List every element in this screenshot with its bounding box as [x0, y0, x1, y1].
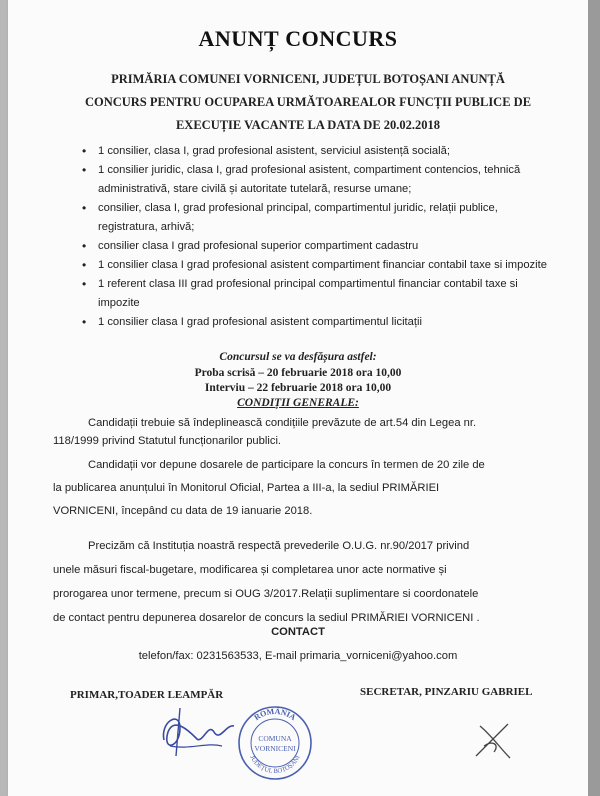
paragraph-line: Candidații trebuie să îndeplinească condițiile prevăzute de art.54 din Legea nr.: [88, 417, 477, 429]
paragraph-line: 118/1999 privind Statutul funcționarilor publici.: [53, 435, 282, 447]
paragraph-line: VORNICENI, începând cu data de 19 ianuarie 2018.: [53, 505, 313, 517]
page-edge-left: [0, 0, 8, 796]
stamp-bottom-text: JUDEȚUL BOTOȘANI: [248, 754, 302, 776]
position-item: • consilier clasa I grad profesional superior compartiment cadastru: [78, 237, 558, 256]
position-item: • consilier, clasa I, grad profesional principal, compartimentul juridic, relații publice, registratura, arhivă;: [78, 199, 558, 237]
position-item: • 1 consilier clasa I grad profesional asistent compartimentul licitații: [78, 313, 558, 332]
stamp-top-text: ROMÂNIA: [252, 706, 298, 723]
svg-text:ROMÂNIA: [253, 706, 298, 722]
mayor-signature-label: PRIMAR,TOADER LEAMPĂR: [70, 689, 224, 701]
paragraph-line: Precizăm că Instituția noastră respectă prevederile O.U.G. nr.90/2017 privind: [88, 540, 470, 552]
paragraph-line: prorogarea unor termene, precum si OUG 3/2017.Relații suplimentare si coordonatele: [53, 588, 479, 600]
secretary-signature-label: SECRETAR, PINZARIU GABRIEL: [360, 686, 533, 698]
paragraph-line: de contact pentru depunerea dosarelor de concurs la sediul PRIMĂRIEI VORNICENI .: [53, 612, 480, 624]
position-item: • 1 consilier, clasa I, grad profesional asistent, serviciul asistență socială;: [78, 142, 558, 161]
document-page: [8, 0, 588, 796]
schedule-written-exam: Proba scrisă – 20 februarie 2018 ora 10,00: [194, 367, 402, 379]
page-edge-right: [588, 0, 600, 796]
schedule-intro: Concursul se va desfășura astfel:: [219, 351, 377, 363]
header-line-3: EXECUȚIE VACANTE LA DATA DE 20.02.2018: [175, 118, 441, 132]
stamp-middle-text-1: COMUNA: [258, 734, 292, 743]
paragraph-line: la publicarea anunțului în Monitorul Oficial, Partea a III-a, la sediul PRIMĂRIEI: [53, 482, 440, 494]
mayor-signature-icon: [150, 702, 240, 762]
contact-details: telefon/fax: 0231563533, E-mail primaria_vorniceni@yahoo.com: [138, 650, 458, 662]
stamp-middle-text-2: VORNICENI: [254, 744, 296, 753]
position-item: • 1 referent clasa III grad profesional principal compartimentul financiar contabil taxe si impozite: [78, 275, 558, 313]
position-item: • 1 consilier clasa I grad profesional asistent compartiment financiar contabil taxe si impozite: [78, 256, 558, 275]
header-line-1: PRIMĂRIA COMUNEI VORNICENI, JUDEȚUL BOTOȘANI ANUNȚĂ: [111, 72, 505, 86]
header-line-2: CONCURS PENTRU OCUPAREA URMĂTOAREALOR FUNCȚII PUBLICE DE: [84, 95, 532, 109]
contact-heading: CONTACT: [271, 626, 325, 638]
paragraph-line: Candidații vor depune dosarele de participare la concurs în termen de 20 zile de: [88, 459, 485, 471]
secretary-signature-icon: [470, 718, 516, 764]
schedule-interview: Interviu – 22 februarie 2018 ora 10,00: [204, 382, 392, 394]
document-title: ANUNȚ CONCURS: [198, 26, 398, 51]
conditions-heading: CONDIȚII GENERALE:: [237, 397, 359, 409]
official-stamp-icon: [236, 704, 314, 782]
position-item: • 1 consilier juridic, clasa I, grad profesional asistent, compartiment contencios, tehnică administrativă, stare civilă și autoritate tutelară, resurse umane;: [78, 161, 558, 199]
positions-list: [78, 142, 558, 332]
paragraph-line: unele măsuri fiscal-bugetare, modificarea și completarea unor acte normative și: [53, 564, 447, 576]
